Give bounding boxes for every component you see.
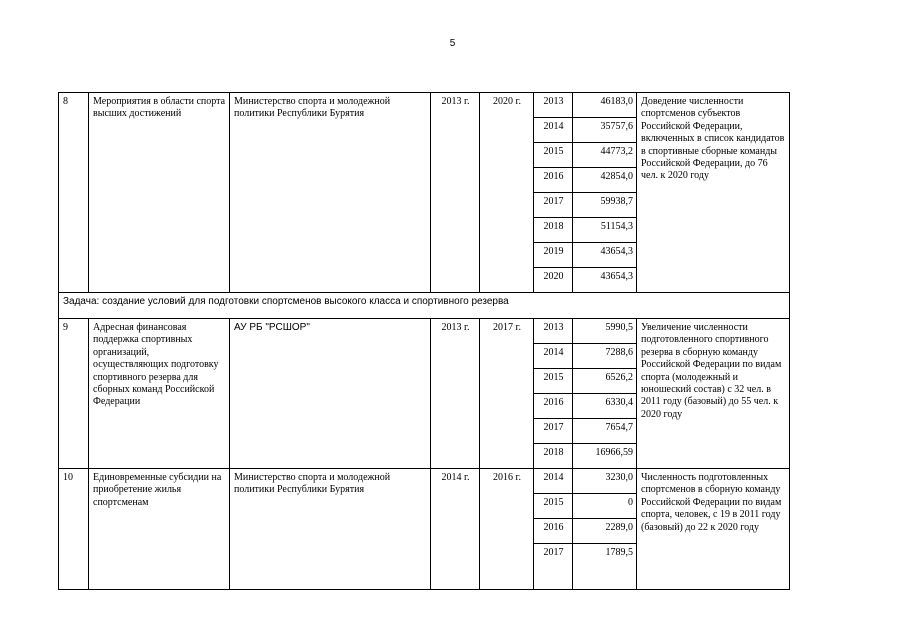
funding-amount: 46183,0 [573,93,637,118]
funding-amount: 7288,6 [573,344,637,369]
funding-amount: 35757,6 [573,118,637,143]
funding-year: 2014 [534,118,573,143]
target-indicator: Увеличение численности подготовленного спортивного резерва в сборную команду Российской Федерации по видам спорта (молодежный и юношеский состав) с 32 чел. в 2011 году (базовый) до 55 чел. к 2020 году [637,319,790,469]
row-number: 9 [59,319,89,469]
table-row [59,93,790,118]
end-year: 2017 г. [480,319,534,469]
start-year: 2014 г. [431,469,480,590]
row-number: 8 [59,93,89,293]
funding-year: 2017 [534,419,573,444]
funding-year: 2015 [534,494,573,519]
funding-amount: 2289,0 [573,519,637,544]
target-indicator: Численность подготовленных спортсменов в сборную команду Российской Федерации по видам спорта, человек, с 19 в 2011 году (базовый) до 22 к 2020 году [637,469,790,590]
funding-year: 2014 [534,469,573,494]
funding-year: 2015 [534,143,573,168]
funding-year: 2013 [534,93,573,118]
task-row [59,293,790,319]
executor: АУ РБ "РСШОР" [230,319,431,469]
funding-year: 2017 [534,193,573,218]
funding-amount: 16966,59 [573,444,637,469]
event-name: Мероприятия в области спорта высших достижений [89,93,230,293]
funding-year: 2018 [534,444,573,469]
row-number: 10 [59,469,89,590]
table-row [59,319,790,344]
funding-amount: 42854,0 [573,168,637,193]
executor: Министерство спорта и молодежной политики Республики Бурятия [230,469,431,590]
funding-amount: 59938,7 [573,193,637,218]
task-text: Задача: создание условий для подготовки спортсменов высокого класса и спортивного резерва [59,293,790,319]
funding-amount: 3230,0 [573,469,637,494]
end-year: 2016 г. [480,469,534,590]
funding-year: 2016 [534,519,573,544]
funding-year: 2019 [534,243,573,268]
funding-year: 2017 [534,544,573,590]
funding-amount: 43654,3 [573,243,637,268]
funding-year: 2015 [534,369,573,394]
program-table [58,92,790,590]
funding-amount: 7654,7 [573,419,637,444]
executor: Министерство спорта и молодежной политики Республики Бурятия [230,93,431,293]
funding-year: 2016 [534,394,573,419]
funding-year: 2013 [534,319,573,344]
event-name: Единовременные субсидии на приобретение жилья спортсменам [89,469,230,590]
funding-amount: 1789,5 [573,544,637,590]
start-year: 2013 г. [431,93,480,293]
funding-year: 2016 [534,168,573,193]
page-number: 5 [449,38,456,49]
target-indicator: Доведение численности спортсменов субъектов Российской Федерации, включенных в список кандидатов в спортивные сборные команды Российской Федерации, до 76 чел. к 2020 году [637,93,790,293]
start-year: 2013 г. [431,319,480,469]
table-row [59,469,790,494]
funding-amount: 44773,2 [573,143,637,168]
event-name: Адресная финансовая поддержка спортивных организаций, осуществляющих подготовку спортивного резерва для сборных команд Российской Федерации [89,319,230,469]
funding-amount: 5990,5 [573,319,637,344]
funding-year: 2014 [534,344,573,369]
end-year: 2020 г. [480,93,534,293]
funding-amount: 6330,4 [573,394,637,419]
funding-amount: 0 [573,494,637,519]
funding-amount: 6526,2 [573,369,637,394]
funding-amount: 51154,3 [573,218,637,243]
funding-year: 2020 [534,268,573,293]
funding-year: 2018 [534,218,573,243]
funding-amount: 43654,3 [573,268,637,293]
